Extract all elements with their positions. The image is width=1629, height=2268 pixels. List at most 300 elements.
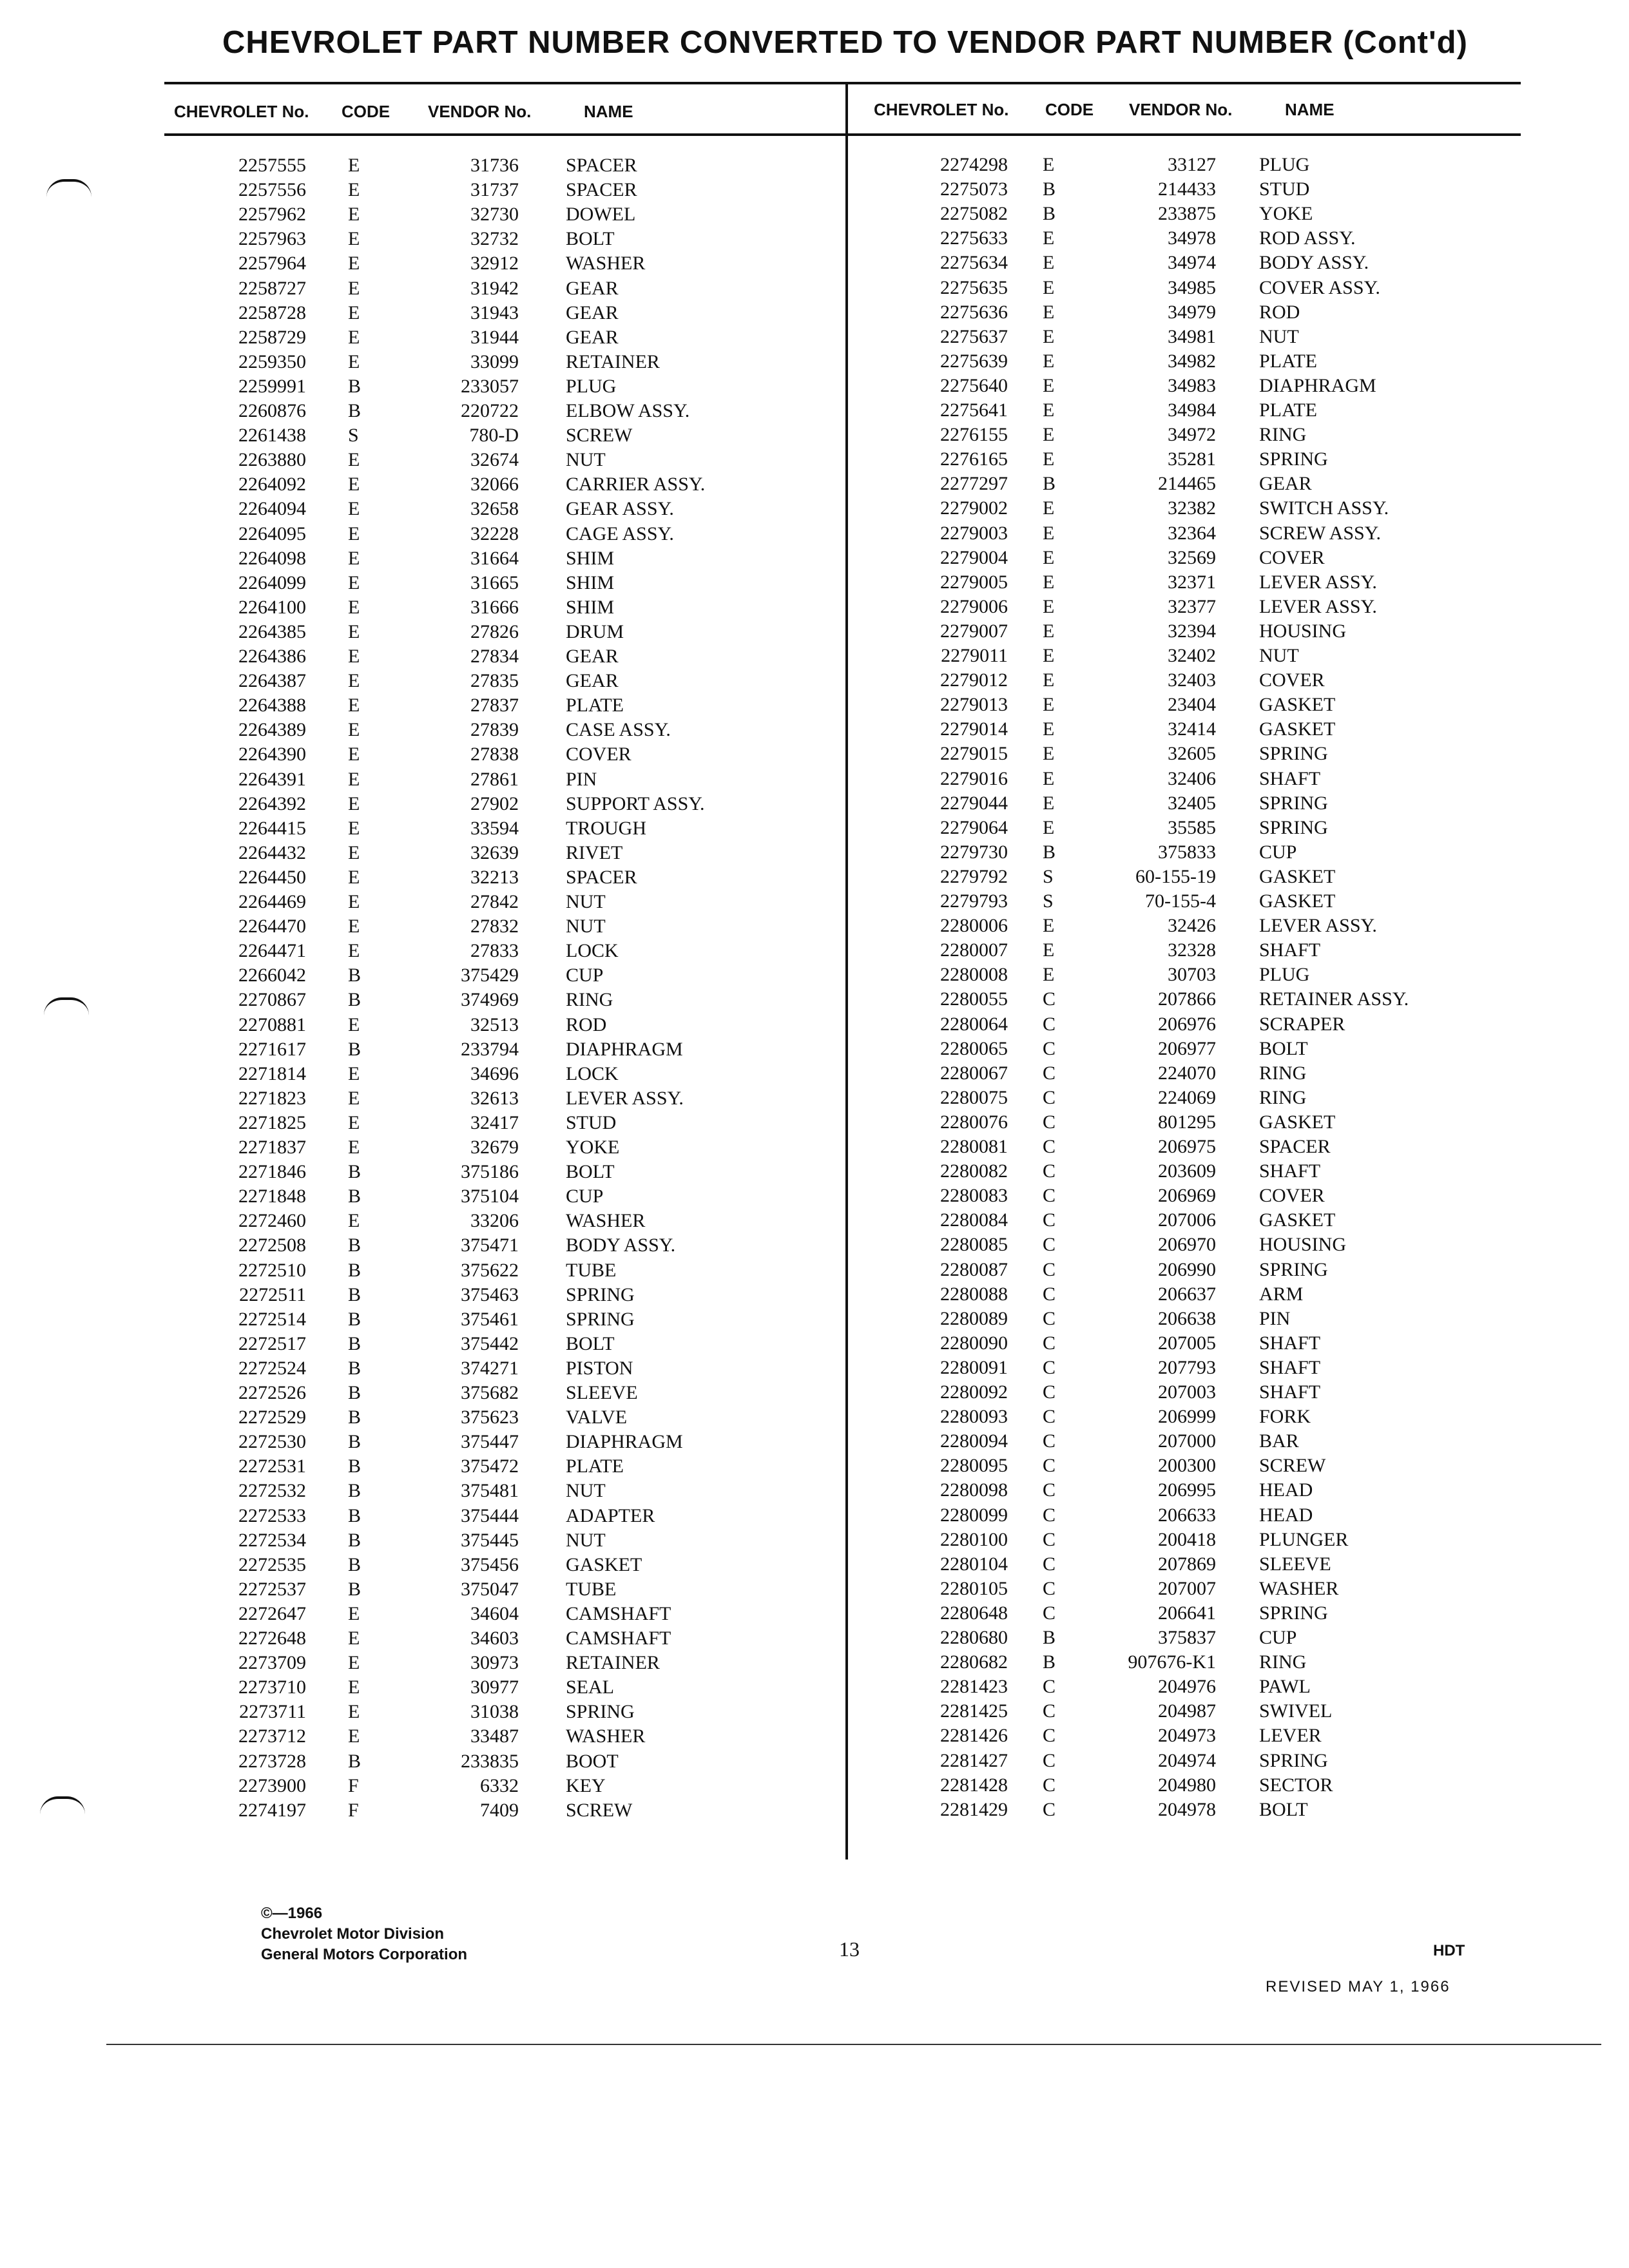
part-name: CASE ASSY.: [566, 719, 671, 741]
vendor-number: 207869: [1158, 1553, 1216, 1575]
table-row: [0, 276, 1629, 300]
table-row: [0, 447, 1629, 472]
chevrolet-number: 2264470: [238, 916, 306, 937]
part-name: WASHER: [1259, 1577, 1339, 1599]
table-row: [0, 595, 1629, 619]
code: E: [348, 204, 360, 226]
vendor-number: 207006: [1158, 1209, 1216, 1231]
part-name: COVER: [1259, 669, 1325, 691]
part-name: NUT: [566, 1480, 606, 1502]
vendor-number: 27842: [470, 891, 519, 912]
code: E: [1043, 350, 1055, 372]
chevrolet-number: 2264094: [238, 498, 306, 520]
part-name: NUT: [566, 1529, 606, 1551]
code: E: [1043, 669, 1055, 691]
part-name: PLATE: [1259, 350, 1317, 372]
vendor-number: 374969: [461, 989, 519, 1011]
code: B: [348, 965, 361, 986]
part-name: SCREW: [566, 1799, 633, 1821]
code: C: [1043, 1160, 1056, 1182]
page-number: 13: [839, 1937, 860, 1961]
part-name: RING: [1259, 1062, 1307, 1084]
chevrolet-number: 2258727: [238, 277, 306, 299]
table-row: [0, 1478, 1629, 1503]
vendor-number: 224070: [1158, 1062, 1216, 1084]
chevrolet-number: 2263880: [238, 449, 306, 471]
right-header-vendor-no: VENDOR No.: [1129, 100, 1233, 119]
code: E: [348, 670, 360, 692]
vendor-number: 233057: [461, 375, 519, 397]
chevrolet-number: 2279005: [940, 571, 1008, 593]
vendor-number: 23404: [1168, 694, 1216, 716]
vendor-number: 34983: [1168, 374, 1216, 396]
vendor-number: 32406: [1168, 767, 1216, 789]
chevrolet-number: 2276165: [940, 448, 1008, 470]
code: E: [1043, 645, 1055, 666]
code: E: [348, 891, 360, 912]
part-name: DIAPHRAGM: [566, 1038, 683, 1060]
table-row: [0, 1110, 1629, 1135]
code: E: [1043, 374, 1055, 396]
vendor-number: 204976: [1158, 1676, 1216, 1698]
vendor-number: 206977: [1158, 1037, 1216, 1059]
vendor-number: 34984: [1168, 399, 1216, 421]
code: E: [1043, 252, 1055, 274]
right-header-name: NAME: [1285, 100, 1335, 119]
part-name: RING: [1259, 424, 1307, 446]
code: B: [348, 1038, 361, 1060]
chevrolet-number: 2272460: [238, 1210, 306, 1232]
part-name: SHAFT: [1259, 1381, 1321, 1403]
footer-copyright: ©—1966: [261, 1905, 323, 1922]
part-name: BODY ASSY.: [566, 1235, 676, 1256]
chevrolet-number: 2280064: [940, 1013, 1008, 1035]
part-name: LOCK: [566, 940, 619, 962]
code: E: [348, 596, 360, 618]
footer-revised: REVISED MAY 1, 1966: [1266, 1978, 1451, 1995]
table-row: [0, 1135, 1629, 1159]
code: E: [1043, 743, 1055, 765]
chevrolet-number: 2275641: [940, 399, 1008, 421]
chevrolet-number: 2257555: [238, 155, 306, 176]
vendor-number: 200300: [1158, 1455, 1216, 1477]
part-name: CAGE ASSY.: [566, 523, 674, 544]
code: C: [1043, 1136, 1056, 1157]
chevrolet-number: 2281425: [940, 1700, 1008, 1722]
vendor-number: 70-155-4: [1145, 890, 1216, 912]
code: C: [1043, 1798, 1056, 1820]
vendor-number: 32402: [1168, 645, 1216, 666]
chevrolet-number: 2280680: [940, 1627, 1008, 1648]
table-row: [0, 889, 1629, 914]
table-row: [0, 1749, 1629, 1773]
code: B: [348, 1332, 361, 1354]
code: E: [1043, 546, 1055, 568]
part-name: CUP: [1259, 841, 1297, 863]
part-name: GEAR: [566, 326, 619, 348]
code: C: [1043, 1725, 1056, 1747]
chevrolet-number: 2281423: [940, 1676, 1008, 1698]
code: B: [348, 1308, 361, 1330]
vendor-number: 375461: [461, 1308, 519, 1330]
code: B: [1043, 178, 1056, 200]
chevrolet-number: 2258729: [238, 326, 306, 348]
chevrolet-number: 2272648: [238, 1628, 306, 1649]
part-name: WASHER: [566, 253, 646, 274]
vendor-number: 30703: [1168, 964, 1216, 986]
vendor-number: 206970: [1158, 1234, 1216, 1256]
right-header-chevrolet-no: CHEVROLET No.: [874, 100, 1009, 119]
vendor-number: 33487: [470, 1725, 519, 1747]
code: E: [348, 1677, 360, 1698]
vendor-number: 31666: [470, 596, 519, 618]
chevrolet-number: 2264432: [238, 841, 306, 863]
chevrolet-number: 2273709: [238, 1652, 306, 1674]
vendor-number: 32403: [1168, 669, 1216, 691]
code: B: [348, 1283, 361, 1305]
vendor-number: 32377: [1168, 595, 1216, 617]
table-row: [0, 496, 1629, 521]
vendor-number: 32213: [470, 866, 519, 888]
part-name: SLEEVE: [566, 1382, 638, 1403]
table-row: [0, 153, 1629, 177]
chevrolet-number: 2279792: [940, 865, 1008, 887]
code: C: [1043, 1577, 1056, 1599]
part-name: SPRING: [566, 1701, 635, 1723]
table-row: [0, 1699, 1629, 1724]
vendor-number: 780-D: [469, 425, 519, 447]
code: B: [348, 400, 361, 421]
code: E: [1043, 154, 1055, 175]
chevrolet-number: 2280099: [940, 1504, 1008, 1526]
table-row: [0, 1503, 1629, 1528]
chevrolet-number: 2279016: [940, 767, 1008, 789]
code: E: [1043, 915, 1055, 937]
part-name: PLUG: [566, 375, 617, 397]
vendor-number: 31038: [470, 1701, 519, 1723]
part-name: SUPPORT ASSY.: [566, 793, 705, 814]
chevrolet-number: 2258728: [238, 302, 306, 323]
code: E: [348, 1628, 360, 1649]
table-row: [0, 251, 1629, 275]
vendor-number: 27826: [470, 620, 519, 642]
code: E: [348, 646, 360, 667]
part-name: GEAR: [566, 646, 619, 667]
table-row: [0, 300, 1629, 325]
chevrolet-number: 2279013: [940, 694, 1008, 716]
chevrolet-number: 2280104: [940, 1553, 1008, 1575]
part-name: SHIM: [566, 572, 615, 593]
part-name: CUP: [1259, 1627, 1297, 1648]
vendor-number: 224069: [1158, 1086, 1216, 1108]
chevrolet-number: 2264100: [238, 596, 306, 618]
code: C: [1043, 1430, 1056, 1452]
part-name: TUBE: [566, 1578, 617, 1600]
code: C: [1043, 1406, 1056, 1428]
vendor-number: 33099: [470, 351, 519, 372]
vendor-number: 34979: [1168, 301, 1216, 323]
part-name: STUD: [1259, 178, 1310, 200]
vendor-number: 34972: [1168, 424, 1216, 446]
code: B: [348, 1750, 361, 1772]
code: E: [1043, 399, 1055, 421]
code: E: [348, 302, 360, 323]
chevrolet-number: 2257962: [238, 204, 306, 226]
part-name: DRUM: [566, 620, 624, 642]
vendor-number: 206633: [1158, 1504, 1216, 1526]
chevrolet-number: 2280087: [940, 1258, 1008, 1280]
part-name: CUP: [566, 965, 604, 986]
vendor-number: 32405: [1168, 792, 1216, 814]
vendor-number: 375837: [1158, 1627, 1216, 1648]
code: E: [348, 620, 360, 642]
vendor-number: 27834: [470, 646, 519, 667]
code: E: [348, 1210, 360, 1232]
part-name: PLUG: [1259, 964, 1310, 986]
table-row: [0, 1773, 1629, 1798]
chevrolet-number: 2261438: [238, 425, 306, 447]
part-name: BOLT: [566, 1161, 615, 1183]
chevrolet-number: 2273900: [238, 1774, 306, 1796]
code: B: [348, 1529, 361, 1551]
part-name: COVER: [1259, 546, 1325, 568]
chevrolet-number: 2272532: [238, 1480, 306, 1502]
part-name: WASHER: [566, 1210, 646, 1232]
vendor-number: 27838: [470, 744, 519, 765]
part-name: ARM: [1259, 1283, 1304, 1305]
chevrolet-number: 2272531: [238, 1456, 306, 1477]
part-name: SPRING: [566, 1308, 635, 1330]
part-name: NUT: [566, 891, 606, 912]
table-row: [0, 644, 1629, 668]
chevrolet-number: 2272524: [238, 1357, 306, 1379]
vendor-number: 32569: [1168, 546, 1216, 568]
part-name: LEVER ASSY.: [566, 1087, 684, 1109]
chevrolet-number: 2272511: [239, 1283, 306, 1305]
part-name: GASKET: [1259, 865, 1336, 887]
left-header-chevrolet-no: CHEVROLET No.: [174, 102, 309, 121]
vendor-number: 204980: [1158, 1774, 1216, 1796]
part-name: GASKET: [1259, 1111, 1336, 1133]
table-row: [0, 1601, 1629, 1626]
vendor-number: 32426: [1168, 915, 1216, 937]
code: E: [1043, 424, 1055, 446]
vendor-number: 207003: [1158, 1381, 1216, 1403]
table-row: [0, 546, 1629, 570]
chevrolet-number: 2279044: [940, 792, 1008, 814]
part-name: HEAD: [1259, 1504, 1313, 1526]
part-name: SHAFT: [1259, 1332, 1321, 1354]
table-row: [0, 619, 1629, 644]
part-name: RETAINER ASSY.: [1259, 988, 1409, 1010]
code: E: [348, 841, 360, 863]
chevrolet-number: 2271846: [238, 1161, 306, 1183]
chevrolet-number: 2280093: [940, 1406, 1008, 1428]
code: E: [348, 179, 360, 201]
chevrolet-number: 2257964: [238, 253, 306, 274]
vendor-number: 27902: [470, 793, 519, 814]
code: E: [348, 155, 360, 176]
vendor-number: 375463: [461, 1283, 519, 1305]
table-row: [0, 693, 1629, 717]
vendor-number: 60-155-19: [1135, 865, 1216, 887]
chevrolet-number: 2272526: [238, 1382, 306, 1403]
part-name: SHAFT: [1259, 939, 1321, 961]
chevrolet-number: 2271617: [238, 1038, 306, 1060]
code: C: [1043, 1504, 1056, 1526]
code: B: [348, 1382, 361, 1403]
chevrolet-number: 2264389: [238, 719, 306, 741]
part-name: BOLT: [566, 1332, 615, 1354]
part-name: PAWL: [1259, 1676, 1311, 1698]
chevrolet-number: 2280081: [940, 1136, 1008, 1157]
table-row: [0, 1012, 1629, 1037]
table-row: [0, 423, 1629, 447]
chevrolet-number: 2272514: [238, 1308, 306, 1330]
vendor-number: 375104: [461, 1186, 519, 1207]
vendor-number: 375047: [461, 1578, 519, 1600]
table-row: [0, 987, 1629, 1012]
chevrolet-number: 2264099: [238, 572, 306, 593]
table-row: [0, 226, 1629, 251]
table-row: [0, 1233, 1629, 1257]
chevrolet-number: 2272647: [238, 1602, 306, 1624]
code: C: [1043, 1283, 1056, 1305]
left-header-vendor-no: VENDOR No.: [428, 102, 532, 121]
chevrolet-number: 2275633: [940, 227, 1008, 249]
table-row: [0, 349, 1629, 374]
part-name: SEAL: [566, 1677, 614, 1698]
code: E: [348, 940, 360, 962]
code: E: [348, 695, 360, 716]
chevrolet-number: 2279003: [940, 522, 1008, 544]
chevrolet-number: 2281428: [940, 1774, 1008, 1796]
chevrolet-number: 2264092: [238, 474, 306, 495]
chevrolet-number: 2276155: [940, 424, 1008, 446]
code: C: [1043, 1013, 1056, 1035]
vendor-number: 214465: [1158, 473, 1216, 495]
vendor-number: 32414: [1168, 718, 1216, 740]
table-row: [0, 791, 1629, 816]
part-name: PISTON: [566, 1357, 633, 1379]
table-row: [0, 1307, 1629, 1331]
part-name: HEAD: [1259, 1479, 1313, 1501]
part-name: PIN: [1259, 1307, 1291, 1329]
vendor-number: 27839: [470, 719, 519, 741]
part-name: CARRIER ASSY.: [566, 474, 706, 495]
chevrolet-number: 2273710: [238, 1677, 306, 1698]
part-name: SCREW: [1259, 1455, 1326, 1477]
code: E: [1043, 325, 1055, 347]
table-row: [0, 398, 1629, 423]
vendor-number: 34981: [1168, 325, 1216, 347]
vendor-number: 375186: [461, 1161, 519, 1183]
code: E: [1043, 767, 1055, 789]
code: E: [348, 572, 360, 593]
code: E: [348, 744, 360, 765]
vendor-number: 32679: [470, 1137, 519, 1158]
table-row: [0, 1159, 1629, 1184]
vendor-number: 32513: [470, 1014, 519, 1035]
vendor-number: 35281: [1168, 448, 1216, 470]
vendor-number: 204987: [1158, 1700, 1216, 1722]
vendor-number: 32228: [470, 523, 519, 544]
header-top-rule: [164, 82, 1521, 84]
code: S: [1043, 865, 1054, 887]
vendor-number: 33594: [470, 817, 519, 839]
table-row: [0, 1552, 1629, 1577]
vendor-number: 206995: [1158, 1479, 1216, 1501]
part-name: TROUGH: [566, 817, 646, 839]
table-row: [0, 1675, 1629, 1699]
table-row: [0, 202, 1629, 226]
code: B: [1043, 841, 1056, 863]
code: E: [1043, 301, 1055, 323]
code: B: [348, 1553, 361, 1575]
part-name: SPACER: [566, 866, 637, 888]
chevrolet-number: 2275073: [940, 178, 1008, 200]
code: E: [1043, 227, 1055, 249]
code: B: [348, 1480, 361, 1502]
part-name: ROD ASSY.: [1259, 227, 1356, 249]
chevrolet-number: 2275082: [940, 203, 1008, 225]
vendor-number: 200418: [1158, 1528, 1216, 1550]
vendor-number: 34982: [1168, 350, 1216, 372]
vendor-number: 375622: [461, 1259, 519, 1281]
chevrolet-number: 2272517: [238, 1332, 306, 1354]
table-row: [0, 1037, 1629, 1061]
part-name: GEAR: [566, 277, 619, 299]
table-row: [0, 1429, 1629, 1454]
chevrolet-number: 2272534: [238, 1529, 306, 1551]
vendor-number: 375623: [461, 1407, 519, 1428]
code: B: [348, 1235, 361, 1256]
code: S: [348, 425, 359, 447]
part-name: COVER: [1259, 1185, 1325, 1207]
vendor-number: 375682: [461, 1382, 519, 1403]
vendor-number: 31737: [470, 179, 519, 201]
code: B: [348, 375, 361, 397]
vendor-number: 27837: [470, 695, 519, 716]
vendor-number: 32364: [1168, 522, 1216, 544]
table-row: [0, 521, 1629, 546]
code: C: [1043, 1086, 1056, 1108]
part-name: SPRING: [1259, 448, 1328, 470]
part-name: SLEEVE: [1259, 1553, 1331, 1575]
code: E: [348, 1725, 360, 1747]
vendor-number: 32066: [470, 474, 519, 495]
chevrolet-number: 2280008: [940, 964, 1008, 986]
vendor-number: 27832: [470, 916, 519, 937]
part-name: DIAPHRAGM: [1259, 374, 1376, 396]
code: B: [348, 1259, 361, 1281]
code: B: [348, 1578, 361, 1600]
chevrolet-number: 2280007: [940, 939, 1008, 961]
chevrolet-number: 2280082: [940, 1160, 1008, 1182]
chevrolet-number: 2264387: [238, 670, 306, 692]
code: B: [348, 1456, 361, 1477]
table-row: [0, 816, 1629, 840]
code: E: [348, 277, 360, 299]
code: E: [348, 866, 360, 888]
chevrolet-number: 2280089: [940, 1307, 1008, 1329]
part-name: PLUG: [1259, 154, 1310, 175]
code: C: [1043, 1700, 1056, 1722]
code: E: [1043, 816, 1055, 838]
code: E: [348, 253, 360, 274]
chevrolet-number: 2272508: [238, 1235, 306, 1256]
code: C: [1043, 1307, 1056, 1329]
